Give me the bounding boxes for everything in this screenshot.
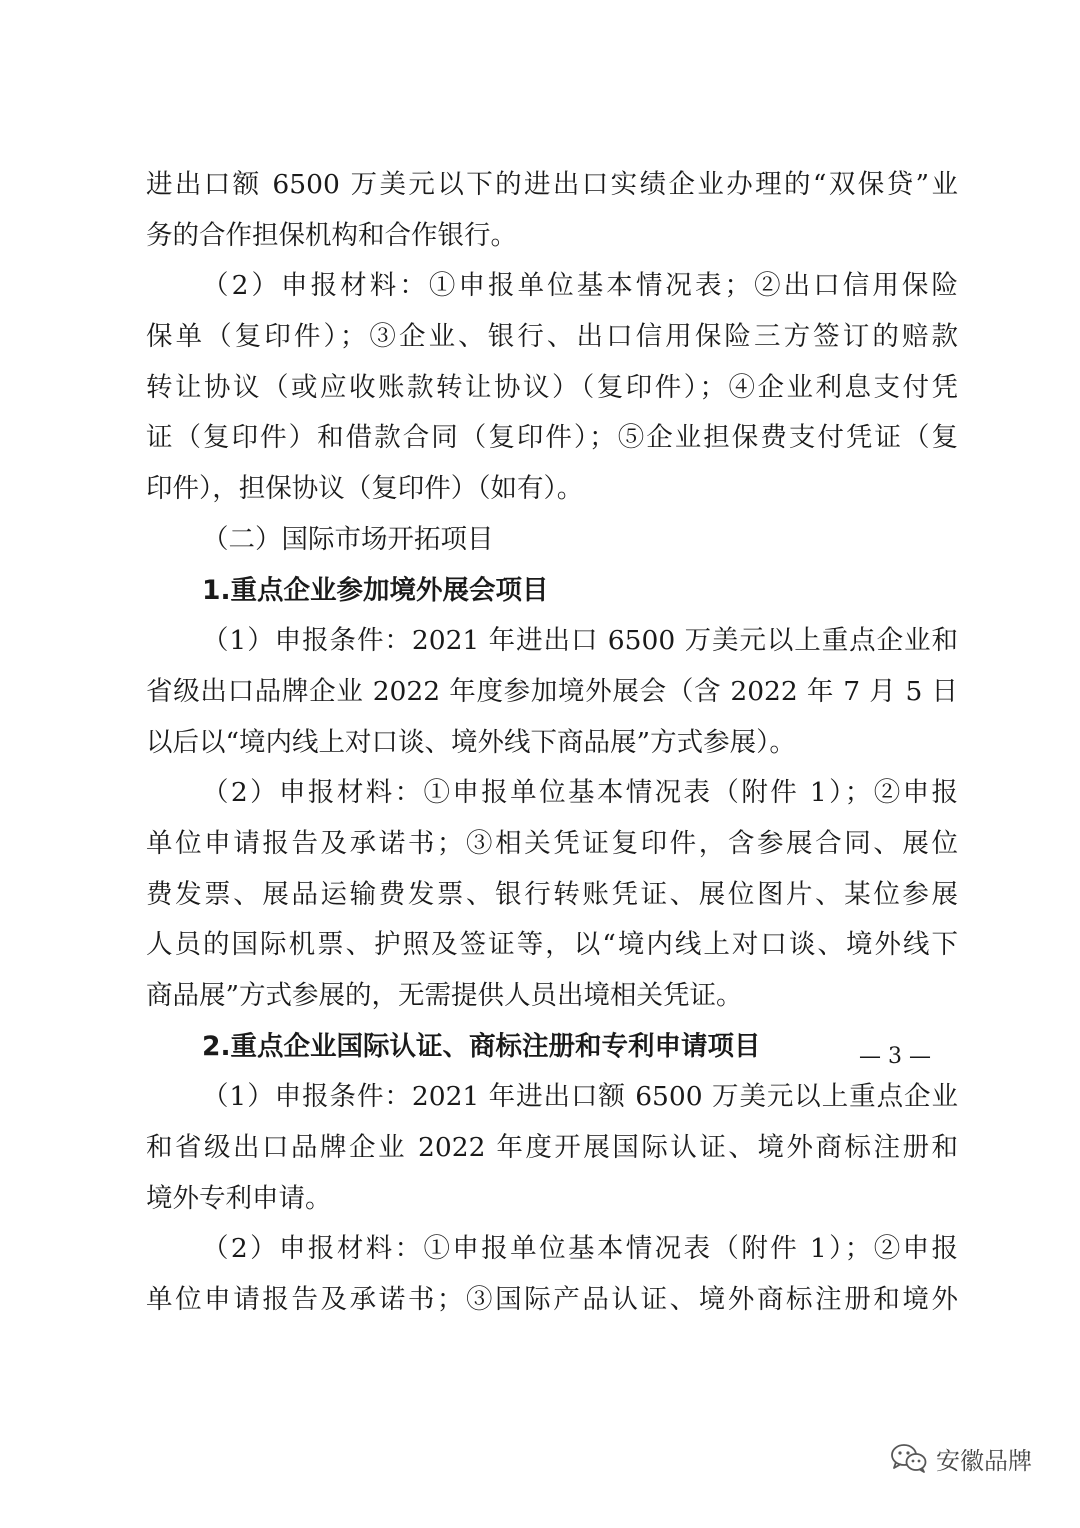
paragraph-line: 以后以“境内线上对口谈、境外线下商品展”方式参展）。 [146,726,796,758]
document-body [146,160,958,1326]
paragraph-line: （1）申报条件：2021 年进出口额 6500 万美元以上重点企业 [202,1081,958,1113]
page-number: — 3 — [859,1044,931,1069]
paragraph-line: 费发票、展品运输费发票、银行转账凭证、展位图片、某位参展 [146,878,958,910]
subsection-heading: 2.重点企业国际认证、商标注册和专利申请项目 [202,1030,761,1062]
paragraph-line: 转让协议（或应收账款转让协议）（复印件）；④企业利息支付凭 [146,371,958,403]
paragraph-line: 商品展”方式参展的，无需提供人员出境相关凭证。 [146,980,743,1011]
wechat-icon [890,1442,928,1474]
paragraph-line: （1）申报条件：2021 年进出口 6500 万美元以上重点企业和 [202,625,958,657]
paragraph-line: 务的合作担保机构和合作银行。 [146,219,517,251]
section-heading: （二）国际市场开拓项目 [202,523,494,555]
subsection-heading: 1.重点企业参加境外展会项目 [202,574,549,606]
paragraph-line: 人员的国际机票、护照及签证等，以“境内线上对口谈、境外线下 [146,929,958,961]
paragraph-line: （2）申报材料：①申报单位基本情况表（附件 1）；②申报 [202,1233,958,1265]
watermark [890,1438,1032,1478]
paragraph-line: 和省级出口品牌企业 2022 年度开展国际认证、境外商标注册和 [146,1132,958,1164]
paragraph-line: 单位申请报告及承诺书；③国际产品认证、境外商标注册和境外 [146,1284,958,1316]
paragraph-line: 单位申请报告及承诺书；③相关凭证复印件，含参展合同、展位 [146,827,958,859]
paragraph-line: （2）申报材料：①申报单位基本情况表；②出口信用保险 [202,270,958,302]
watermark-text: 安徽品牌 [936,1446,1032,1475]
paragraph-line: 证（复印件）和借款合同（复印件）；⑤企业担保费支付凭证（复 [146,422,958,454]
paragraph-line: 境外专利申请。 [146,1182,332,1214]
paragraph-line: 省级出口品牌企业 2022 年度参加境外展会（含 2022 年 7 月 5 日 [146,675,958,707]
paragraph-line: 印件），担保协议（复印件）（如有）。 [146,473,584,505]
paragraph-line: 进出口额 6500 万美元以下的进出口实绩企业办理的“双保贷”业 [146,169,958,200]
paragraph-line: 保单（复印件）；③企业、银行、出口信用保险三方签订的赔款 [146,321,958,353]
paragraph-line: （2）申报材料：①申报单位基本情况表（附件 1）；②申报 [202,777,958,809]
